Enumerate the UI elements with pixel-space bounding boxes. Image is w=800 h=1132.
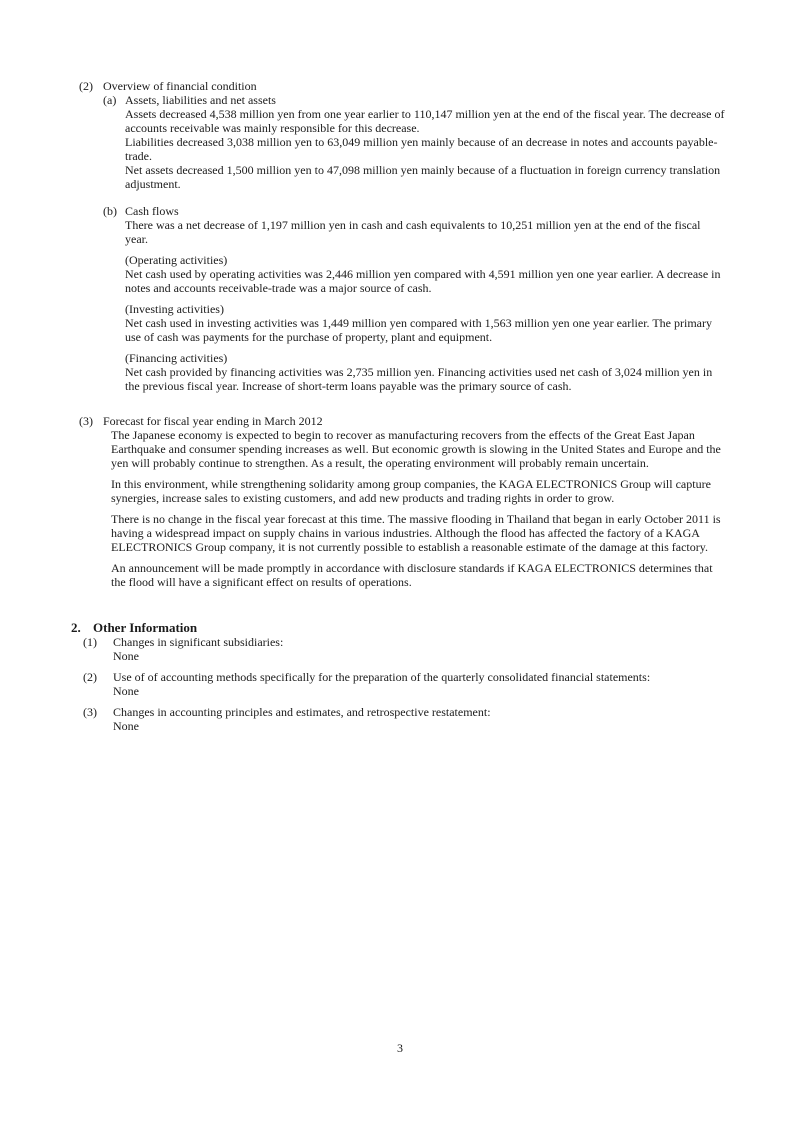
other-item-marker: (3) (83, 705, 97, 719)
other-information-number: 2. (71, 620, 81, 635)
other-item-label: Changes in accounting principles and estimates, and retrospective restatement: (113, 705, 491, 719)
forecast-paragraph: In this environment, while strengthening solidarity among group companies, the KAGA ELECTRONICS Group will capture synergies, increase sales to existing customers, and add new products and trading rights in order to grow. (111, 477, 711, 505)
forecast-paragraph: An announcement will be made promptly in accordance with disclosure standards if KAGA ELECTRONICS determines that the flood will have a significant effect on results of operations. (111, 561, 713, 589)
other-information-heading (0, 621, 800, 635)
section-other-information (0, 621, 800, 733)
other-item-marker: (1) (83, 635, 97, 649)
subsection-cashflows-marker: (b) (103, 204, 117, 218)
investing-activities-heading: (Investing activities) (125, 302, 224, 316)
other-item-value: None (113, 684, 139, 698)
other-item (0, 670, 800, 698)
subsection-cashflows-heading (0, 204, 800, 218)
subsection-assets-heading (0, 93, 800, 107)
section-overview-heading (0, 79, 800, 93)
operating-activities-heading: (Operating activities) (125, 253, 228, 267)
section-overview-financial-condition (0, 79, 800, 393)
report-body (0, 79, 800, 733)
subsection-cashflows-title: Cash flows (125, 204, 179, 218)
assets-paragraph: Assets decreased 4,538 million yen from one year earlier to 110,147 million yen at the end of the fiscal year. The decrease of accounts receivable was mainly responsible for this decrease. (125, 107, 725, 135)
other-item-value: None (113, 649, 139, 663)
forecast-paragraph: The Japanese economy is expected to begin to recover as manufacturing recovers from the effects of the Great East Japan Earthquake and consumer spending increases as well. But economic growth is slowing in the United States and Europe and the yen will probably continue to strengthen. As a result, the operating environment will probably remain uncertain. (111, 428, 721, 470)
other-item (0, 705, 800, 733)
forecast-paragraph: There is no change in the fiscal year forecast at this time. The massive flooding in Thailand that began in early October 2011 is having a widespread impact on supply chains in various industries. Although the flood has affected the factory of a KAGA ELECTRONICS Group company, it is not currently possible to establish a reasonable estimate of the damage at this factory. (111, 512, 721, 554)
page-number: 3 (397, 1041, 403, 1055)
operating-activities-paragraph: Net cash used by operating activities was 2,446 million yen compared with 4,591 million yen one year earlier. A decrease in notes and accounts receivable-trade was a major source of cash. (125, 267, 721, 295)
section-forecast-marker: (3) (79, 414, 93, 428)
cashflows-intro-paragraph: There was a net decrease of 1,197 million yen in cash and cash equivalents to 10,251 million yen at the end of the fiscal year. (125, 218, 701, 246)
other-item-label: Use of of accounting methods specifically for the preparation of the quarterly consolidated financial statements: (113, 670, 651, 684)
subsection-assets-marker: (a) (103, 93, 117, 107)
section-forecast-title: Forecast for fiscal year ending in March 2012 (103, 414, 323, 428)
net-assets-paragraph: Net assets decreased 1,500 million yen to 47,098 million yen mainly because of a fluctuation in foreign currency translation adjustment. (125, 163, 721, 191)
investing-activities-paragraph: Net cash used in investing activities was 1,449 million yen compared with 1,563 million yen one year earlier. The primary use of cash was payments for the purchase of property, plant and equipment. (125, 316, 712, 344)
section-overview-title: Overview of financial condition (103, 79, 257, 93)
liabilities-paragraph: Liabilities decreased 3,038 million yen to 63,049 million yen mainly because of an decrease in notes and accounts payable-trade. (125, 135, 718, 163)
other-information-title: Other Information (93, 620, 198, 635)
section-forecast-heading (0, 414, 800, 428)
subsection-assets-title: Assets, liabilities and net assets (125, 93, 276, 107)
financing-activities-heading: (Financing activities) (125, 351, 228, 365)
other-item-label: Changes in significant subsidiaries: (113, 635, 284, 649)
other-item (0, 635, 800, 663)
section-overview-marker: (2) (79, 79, 93, 93)
section-forecast (0, 414, 800, 589)
financing-activities-paragraph: Net cash provided by financing activities was 2,735 million yen. Financing activities used net cash of 3,024 million yen in the previous fiscal year. Increase of short-term loans payable was the primary source of cash. (125, 365, 713, 393)
other-item-marker: (2) (83, 670, 97, 684)
other-item-value: None (113, 719, 139, 733)
